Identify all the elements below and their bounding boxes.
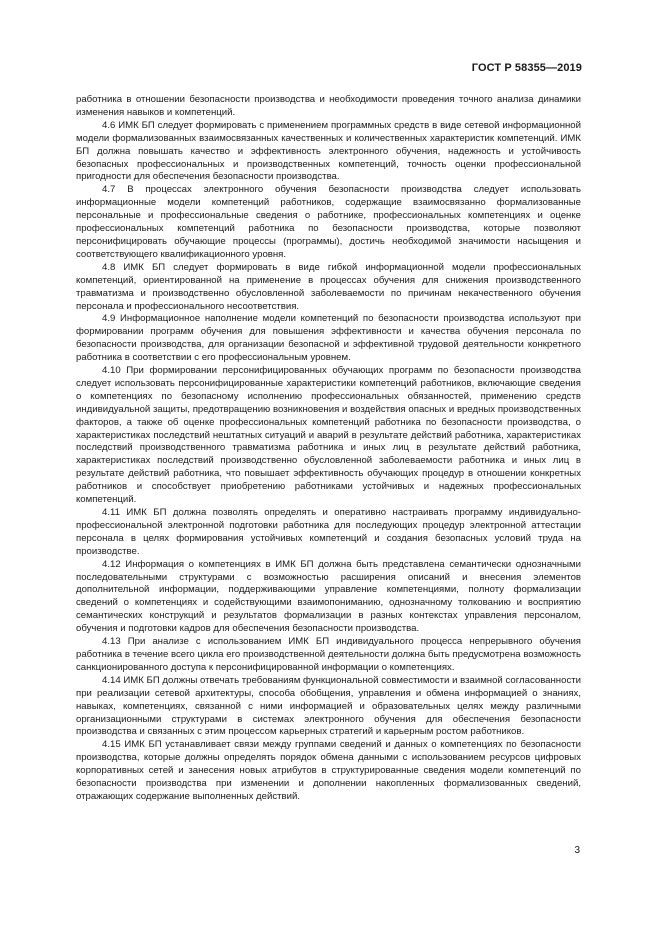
paragraph-4-8: 4.8 ИМК БП следует формировать в виде гибкой информационной модели профессиональных компетенций, ориентированной на применение в процессах обучения для снижения производственного травматизма и производственно обусловленной заболеваемости по причинам некачественного обучения персонала и профессионального несоответствия. xyxy=(76,261,581,312)
body-text xyxy=(76,94,581,804)
paragraph-4-9: 4.9 Информационное наполнение модели компетенций по безопасности производства используют при формировании программ обучения для повышения эффективности и качества обучения персонала по безопасности производства, для организации безопасной и эффективной трудовой деятельности конкретного работника в соответствии с его профессиональным уровнем. xyxy=(76,313,581,364)
paragraph-4-15: 4.15 ИМК БП устанавливает связи между группами сведений и данных о компетенциях по безопасности производства, которые должны определять порядок обмена данными с использованием ресурсов цифровых корпоративных сетей и занесения новых атрибутов в структурированные сведения модели компетенций по безопасности производства при изменении и дополнении накопленных формализованных сведений, отражающих содержание выполненных действий. xyxy=(76,739,581,802)
paragraph-4-6: 4.6 ИМК БП следует формировать с применением программных средств в виде сетевой информационной модели формализованных взаимосвязанных качественных и количественных характеристик компетенций. ИМК БП должна повышать качество и эффективность электронного обучения, надежность и устойчивость безопасных профессиональных и производственных компетенций, точность оценки профессиональной пригодности для обеспечения безопасности производства. xyxy=(76,119,581,183)
page-number: 3 xyxy=(574,845,580,856)
paragraph-4-11: 4.11 ИМК БП должна позволять определять и оперативно настраивать программу индивидуально-профессиональной электронной подготовки работника для последующих процедур электронной аттестации персонала в целях формирования устойчивых компетенций и создания безопасных условий труда на производстве. xyxy=(76,507,581,557)
standard-code-header: ГОСТ Р 58355—2019 xyxy=(471,62,582,74)
paragraph-4-7: 4.7 В процессах электронного обучения безопасности производства следует использовать информационные модели компетенций работников, содержащие взаимосвязанно формализованные персональные и профессиональные сведения о работнике, профессиональных компетенциях и оценке профессиональных компетенций работника по безопасности производства, которые позволяют персонифицировать обучающие процессы (программы), достичь необходимой значимости насыщения и соответствующего квалификационного уровня. xyxy=(76,184,581,260)
paragraph-4-12: 4.12 Информация о компетенциях в ИМК БП должна быть представлена семантически однозначными последовательными структурами с возможностью расширения описаний и внесения элементов дополнительной информации, поддерживающими управление компетенциями, полноту формализации сведений о компетенциях и содействующими взаимопониманию, однозначному толкованию и восприятию семантических конструкций и результатов формализации в разных контекстах управления персоналом, обучения и подготовки кадров для обеспечения безопасности производства. xyxy=(76,558,581,635)
paragraph-4-13: 4.13 При анализе с использованием ИМК БП индивидуального процесса непрерывного обучения работника в течение всего цикла его производственной деятельности должна быть предусмотрена возможность санкционированного доступа к персонифицированной информации о компетенциях. xyxy=(76,636,581,673)
paragraph-4-10: 4.10 При формировании персонифицированных обучающих программ по безопасности производства следует использовать персонифицированные характеристики компетенций работников, включающие сведения о компетенциях по безопасному исполнению профессиональных обязанностей, применению средств индивидуальной защиты, предотвращению возникновения и воздействия опасных и вредных производственных факторов, а также об оценке профессиональных компетенций работника по безопасности производства, о характеристиках последствий нештатных ситуаций и аварий в результате действий работника, характеристиках последствий производственного травматизма работника и иных лиц в результате действий работника, характеристиках последствий производственно обусловленной заболеваемости работника и иных лиц в результате действий работника, что повышает эффективность обучающих процедур в отношении конкретных работников и способствует приобретению работниками устойчивых и надежных профессиональных компетенций. xyxy=(76,365,581,506)
paragraph-continuation: работника в отношении безопасности производства и необходимости проведения точного анализа динамики изменения навыков и компетенций. xyxy=(76,94,581,118)
paragraph-4-14: 4.14 ИМК БП должны отвечать требованиям функциональной совместимости и взаимной согласованности при реализации сетевой архитектуры, способа обобщения, управления и обмена информацией о знаниях, навыках, компетенциях, связанной с ними информацией и образовательных целях между различными организационными структурами в системах электронного обучения для обеспечения безопасности производства и связанных с этим процессом карьерных стратегий и карьерным ростом работников. xyxy=(76,674,581,738)
